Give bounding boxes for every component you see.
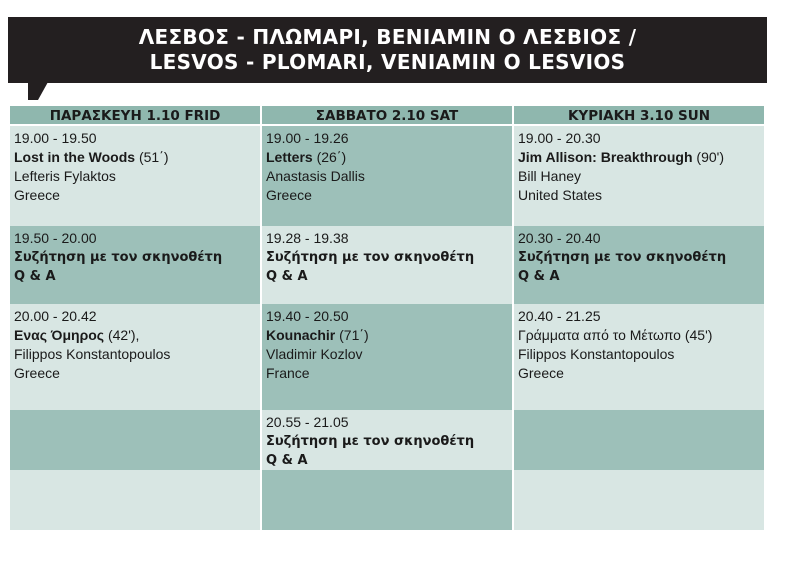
- title-banner: [8, 17, 767, 83]
- film-country: Greece: [518, 365, 564, 381]
- empty-cell: [262, 470, 514, 530]
- film-country: United States: [518, 187, 603, 203]
- film-country: Greece: [14, 365, 60, 381]
- qa-discussion: Συζήτηση με τον σκηνοθέτη: [266, 250, 475, 265]
- film-country: Greece: [266, 187, 312, 203]
- qa-cell: [262, 410, 514, 470]
- day-header-saturday: ΣΑΒΒΑΤΟ 2.10 SAT: [262, 106, 514, 126]
- film-title: Γράμματα από το Μέτωπο: [518, 327, 681, 343]
- qa-cell: [514, 226, 766, 304]
- screening-cell: [262, 304, 514, 410]
- screening-time: 19.00 - 19.50: [14, 130, 97, 146]
- film-duration: (90'): [696, 149, 724, 165]
- film-director: Vladimir Kozlov: [266, 346, 363, 362]
- empty-cell: [10, 470, 262, 530]
- empty-cell: [514, 470, 766, 530]
- qa-time: 19.50 - 20.00: [14, 230, 97, 246]
- screening-cell: [514, 126, 766, 226]
- title-line-2: LESVOS - PLOMARI, VENIAMIN O LESVIOS: [149, 50, 626, 74]
- qa-label: Q & A: [266, 269, 308, 284]
- film-director: Filippos Konstantopoulos: [518, 346, 675, 362]
- screening-time: 20.40 - 21.25: [518, 308, 601, 324]
- film-director: Bill Haney: [518, 168, 582, 184]
- qa-label: Q & A: [518, 269, 560, 284]
- banner-speech-tail: [28, 82, 48, 100]
- qa-label: Q & A: [14, 269, 56, 284]
- film-title: Lost in the Woods: [14, 149, 136, 165]
- film-duration: (45'): [684, 327, 713, 343]
- day-header-friday: ΠΑΡΑΣΚΕΥΗ 1.10 FRID: [10, 106, 262, 126]
- film-country: Greece: [14, 187, 60, 203]
- screening-cell: [10, 304, 262, 410]
- schedule-table: [10, 106, 766, 530]
- qa-time: 20.55 - 21.05: [266, 414, 349, 430]
- film-title: Kounachir: [266, 327, 336, 343]
- qa-time: 19.28 - 19.38: [266, 230, 349, 246]
- empty-cell: [514, 410, 766, 470]
- film-title: Ενας Όμηρος: [14, 327, 105, 343]
- film-duration: (26΄): [316, 149, 347, 165]
- film-duration: (51΄): [138, 149, 169, 165]
- empty-cell: [10, 410, 262, 470]
- qa-discussion: Συζήτηση με τον σκηνοθέτη: [266, 434, 475, 449]
- title-line-1: ΛΕΣΒΟΣ - ΠΛΩΜΑΡΙ, ΒΕΝΙΑΜΙΝ Ο ΛΕΣΒΙΟΣ /: [138, 25, 637, 49]
- film-duration: (42'),: [107, 327, 140, 343]
- qa-time: 20.30 - 20.40: [518, 230, 601, 246]
- qa-cell: [262, 226, 514, 304]
- film-director: Lefteris Fylaktos: [14, 168, 116, 184]
- qa-discussion: Συζήτηση με τον σκηνοθέτη: [14, 250, 223, 265]
- screening-time: 19.00 - 20.30: [518, 130, 601, 146]
- film-title: Letters: [266, 149, 313, 165]
- screening-cell: [262, 126, 514, 226]
- qa-discussion: Συζήτηση με τον σκηνοθέτη: [518, 250, 727, 265]
- screening-time: 19.40 - 20.50: [266, 308, 349, 324]
- film-title: Jim Allison: Breakthrough: [518, 149, 693, 165]
- qa-cell: [10, 226, 262, 304]
- film-duration: (71΄): [339, 327, 369, 343]
- day-header-sunday: ΚΥΡΙΑΚΗ 3.10 SUN: [514, 106, 766, 126]
- screening-cell: [514, 304, 766, 410]
- film-country: France: [266, 365, 310, 381]
- film-director: Anastasis Dallis: [266, 168, 365, 184]
- screening-time: 20.00 - 20.42: [14, 308, 97, 324]
- screening-time: 19.00 - 19.26: [266, 130, 349, 146]
- qa-label: Q & A: [266, 453, 308, 468]
- film-director: Filippos Konstantopoulos: [14, 346, 171, 362]
- screening-cell: [10, 126, 262, 226]
